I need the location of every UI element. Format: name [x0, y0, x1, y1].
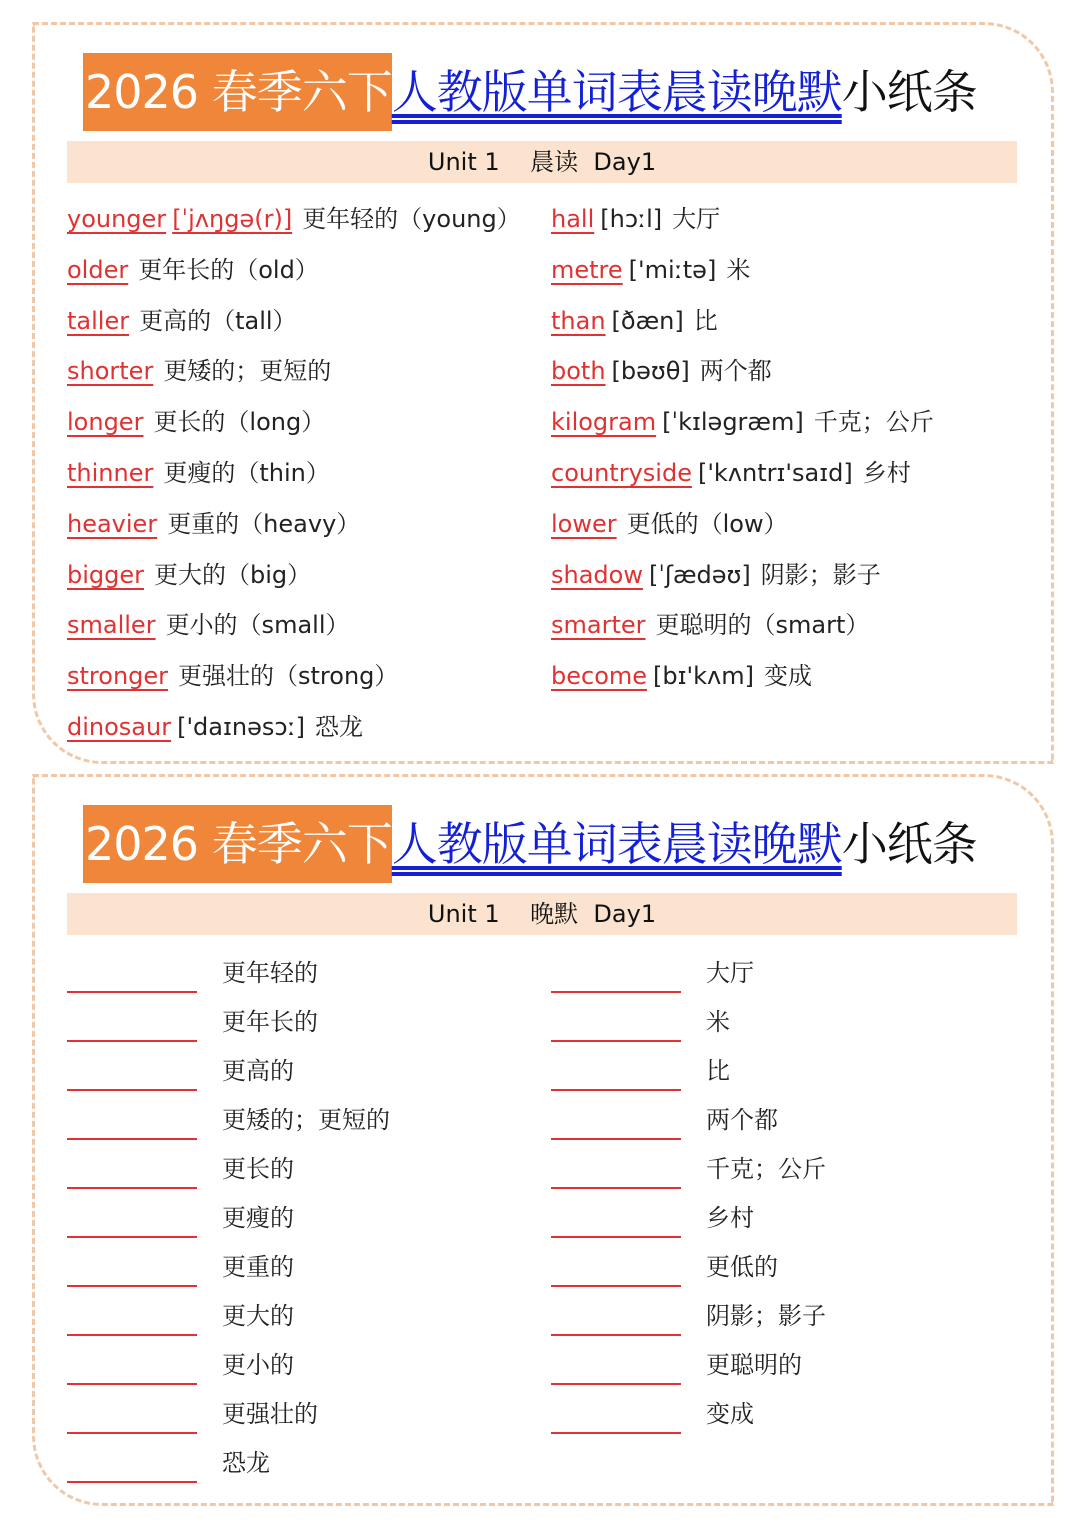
english-word: taller [67, 306, 130, 335]
chinese-meaning: 乡村 [862, 458, 911, 487]
chinese-meaning: 更长的（long） [153, 408, 326, 437]
english-word: dinosaur [67, 712, 172, 741]
word-entry [551, 451, 1021, 502]
chinese-meaning: 更重的（heavy） [167, 509, 361, 538]
chinese-meaning: 大厅 [706, 959, 754, 987]
title-orange-part: 2026 春季六下 [83, 53, 392, 131]
section-header-morning: Unit 1 晨读 Day1 [67, 141, 1017, 183]
answer-blank[interactable] [551, 1040, 681, 1042]
phonetic: ['kʌntrɪ'saɪd] [697, 458, 853, 487]
answer-blank[interactable] [67, 991, 197, 993]
english-word: heavier [67, 509, 158, 538]
word-entry [67, 248, 537, 299]
english-word: bigger [67, 560, 145, 589]
english-word: shadow [551, 560, 643, 589]
phonetic: ['daɪnəsɔː] [177, 712, 306, 741]
dictation-entry [67, 1394, 537, 1443]
chinese-meaning: 更小的 [222, 1351, 294, 1379]
dictation-entry [551, 953, 1021, 1002]
chinese-meaning: 两个都 [699, 357, 772, 386]
chinese-meaning: 恐龙 [315, 712, 364, 741]
dictation-entry [551, 1394, 1021, 1443]
word-entry [551, 248, 1021, 299]
dictation-entry [551, 1345, 1021, 1394]
chinese-meaning: 更矮的；更短的 [163, 357, 332, 386]
chinese-meaning: 更年轻的 [222, 959, 318, 987]
dictation-entry [67, 1051, 537, 1100]
english-word: shorter [67, 357, 154, 386]
word-entry [67, 349, 537, 400]
word-entry [551, 349, 1021, 400]
chinese-meaning: 变成 [706, 1400, 754, 1428]
word-entry [551, 553, 1021, 604]
chinese-meaning: 更高的 [222, 1057, 294, 1085]
page-title [83, 53, 977, 131]
word-list-right [551, 197, 1021, 705]
dictation-entry [551, 1247, 1021, 1296]
chinese-meaning: 更强壮的（strong） [178, 662, 399, 691]
dictation-entry [551, 1051, 1021, 1100]
english-word: kilogram [551, 408, 657, 437]
english-word: than [551, 306, 606, 335]
chinese-meaning: 更瘦的（thin） [163, 458, 330, 487]
word-entry [551, 400, 1021, 451]
answer-blank[interactable] [551, 1285, 681, 1287]
answer-blank[interactable] [551, 1383, 681, 1385]
english-word: younger [67, 205, 167, 233]
english-word: both [551, 357, 606, 386]
answer-blank[interactable] [551, 1089, 681, 1091]
chinese-meaning: 更低的 [706, 1253, 778, 1281]
chinese-meaning: 更强壮的 [222, 1400, 318, 1428]
dictation-entry [67, 1149, 537, 1198]
english-word: become [551, 662, 648, 691]
chinese-meaning: 更年长的 [222, 1008, 318, 1036]
dictation-entry [551, 1100, 1021, 1149]
phonetic: [ˈʃædəʊ] [648, 560, 751, 589]
title-black-part: 小纸条 [841, 65, 977, 119]
english-word: smaller [67, 611, 156, 640]
phonetic: [hɔːl] [600, 205, 663, 233]
word-entry [67, 654, 537, 705]
dictation-entry [67, 953, 537, 1002]
chinese-meaning: 更瘦的 [222, 1204, 294, 1232]
chinese-meaning: 更年长的（old） [138, 255, 319, 284]
chinese-meaning: 米 [726, 255, 751, 284]
chinese-meaning: 阴影；影子 [760, 560, 881, 589]
chinese-meaning: 变成 [764, 662, 812, 691]
dictation-list-left [67, 953, 537, 1492]
title-blue-part: 人教版单词表晨读晚默 [391, 65, 842, 119]
chinese-meaning: 更低的（low） [626, 509, 788, 538]
phonetic: [bɪ'kʌm] [653, 662, 754, 691]
answer-blank[interactable] [67, 1383, 197, 1385]
chinese-meaning: 更高的（tall） [139, 306, 297, 335]
answer-blank[interactable] [551, 1236, 681, 1238]
answer-blank[interactable] [67, 1040, 197, 1042]
chinese-meaning: 比 [706, 1057, 730, 1085]
chinese-meaning: 更年轻的（young） [302, 205, 521, 233]
word-entry [551, 654, 1021, 705]
title-orange-part: 2026 春季六下 [83, 805, 392, 883]
phonetic: [ˈjʌŋgə(r)] [172, 205, 293, 233]
dictation-entry [67, 1100, 537, 1149]
word-entry [67, 451, 537, 502]
dictation-entry [551, 1198, 1021, 1247]
answer-blank[interactable] [67, 1285, 197, 1287]
section-header-evening: Unit 1 晚默 Day1 [67, 893, 1017, 935]
chinese-meaning: 恐龙 [222, 1449, 270, 1477]
word-entry [67, 400, 537, 451]
evening-card [32, 774, 1054, 1506]
chinese-meaning: 更大的（big） [154, 560, 312, 589]
chinese-meaning: 米 [706, 1008, 730, 1036]
word-entry [67, 502, 537, 553]
chinese-meaning: 更大的 [222, 1302, 294, 1330]
word-entry [67, 705, 537, 756]
word-list-left [67, 197, 537, 756]
word-entry [551, 603, 1021, 654]
dictation-entry [67, 1345, 537, 1394]
dictation-entry [67, 1002, 537, 1051]
answer-blank[interactable] [67, 1432, 197, 1434]
answer-blank[interactable] [67, 1334, 197, 1336]
dictation-entry [67, 1247, 537, 1296]
english-word: longer [67, 408, 144, 437]
answer-blank[interactable] [67, 1089, 197, 1091]
answer-blank[interactable] [551, 1334, 681, 1336]
english-word: hall [551, 205, 595, 233]
word-entry [551, 299, 1021, 350]
phonetic: [ðæn] [611, 306, 684, 335]
title-black-part: 小纸条 [841, 817, 977, 871]
chinese-meaning: 比 [693, 306, 718, 335]
dictation-entry [551, 1149, 1021, 1198]
word-entry [67, 299, 537, 350]
english-word: thinner [67, 458, 154, 487]
chinese-meaning: 更聪明的 [706, 1351, 802, 1379]
answer-blank[interactable] [551, 1187, 681, 1189]
chinese-meaning: 大厅 [672, 205, 721, 233]
dictation-entry [67, 1296, 537, 1345]
phonetic: ['miːtə] [628, 255, 717, 284]
chinese-meaning: 千克；公斤 [706, 1155, 826, 1183]
dictation-entry [67, 1443, 537, 1492]
dictation-entry [551, 1296, 1021, 1345]
dictation-entry [67, 1198, 537, 1247]
word-entry [67, 553, 537, 604]
phonetic: [bəʊθ] [611, 357, 690, 386]
dictation-list-right [551, 953, 1021, 1443]
chinese-meaning: 更小的（small） [165, 611, 350, 640]
chinese-meaning: 更长的 [222, 1155, 294, 1183]
english-word: smarter [551, 611, 646, 640]
english-word: metre [551, 255, 623, 284]
answer-blank[interactable] [551, 991, 681, 993]
word-entry [551, 502, 1021, 553]
chinese-meaning: 更矮的；更短的 [222, 1106, 390, 1134]
answer-blank[interactable] [67, 1138, 197, 1140]
chinese-meaning: 两个都 [706, 1106, 778, 1134]
chinese-meaning: 千克；公斤 [813, 408, 934, 437]
answer-blank[interactable] [551, 1138, 681, 1140]
answer-blank[interactable] [551, 1432, 681, 1434]
phonetic: [ˈkɪləgræm] [662, 408, 804, 437]
english-word: lower [551, 509, 617, 538]
chinese-meaning: 阴影；影子 [706, 1302, 826, 1330]
english-word: older [67, 255, 129, 284]
word-entry [67, 603, 537, 654]
page-title [83, 805, 977, 883]
chinese-meaning: 乡村 [706, 1204, 754, 1232]
morning-card [32, 22, 1054, 764]
chinese-meaning: 更重的 [222, 1253, 294, 1281]
dictation-entry [551, 1002, 1021, 1051]
english-word: stronger [67, 662, 169, 691]
english-word: countryside [551, 458, 692, 487]
title-blue-part: 人教版单词表晨读晚默 [391, 817, 842, 871]
word-entry [67, 197, 537, 248]
answer-blank[interactable] [67, 1481, 197, 1483]
answer-blank[interactable] [67, 1236, 197, 1238]
chinese-meaning: 更聪明的（smart） [655, 611, 870, 640]
answer-blank[interactable] [67, 1187, 197, 1189]
word-entry [551, 197, 1021, 248]
